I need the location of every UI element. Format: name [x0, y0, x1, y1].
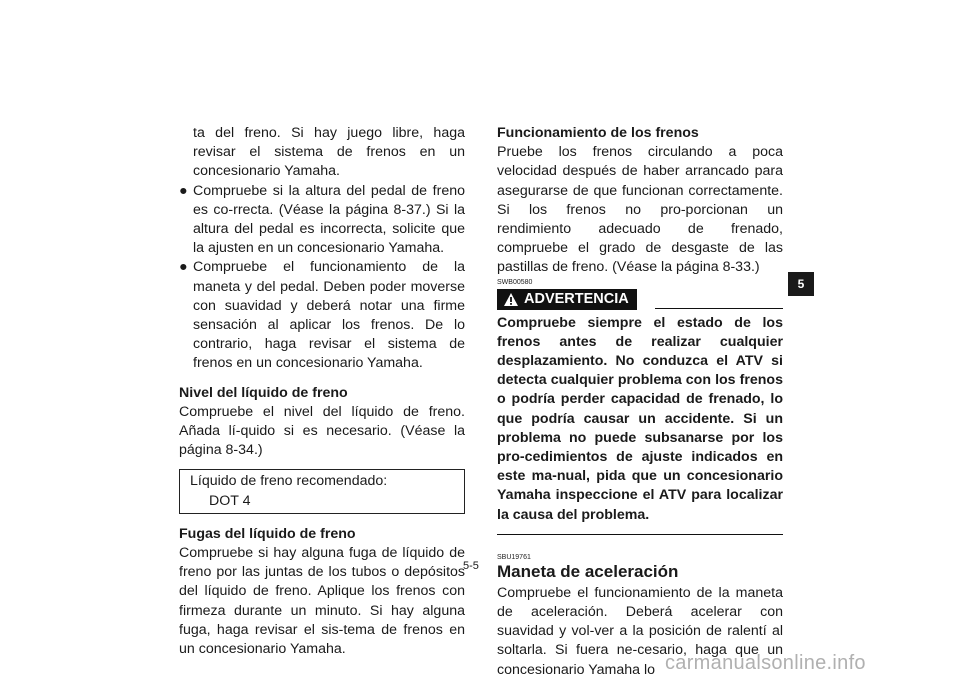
brake-operation-text: Pruebe los frenos circulando a poca velocidad después de haber arrancado para asegurarse de que funcionan correctamente. Si los frenos no pro-porcionan un rendimiento adecuado de frenado, compruebe el grado de desgaste de las pastillas de freno. (Véase la página 8-33.)	[497, 144, 783, 276]
warning-triangle-icon	[503, 292, 519, 307]
brake-fluid-leaks-heading: Fugas del líquido de freno	[179, 525, 356, 542]
throttle-code: SBU19761	[497, 553, 531, 561]
right-column	[497, 124, 783, 680]
throttle-text: Compruebe el funcionamiento de la maneta de aceleración. Deberá acelerar con suavidad y vol-ver a la posición de ralentí al soltarla. Si fuera ne-cesario, haga que un concesionario Yamaha lo	[497, 584, 783, 678]
bullet-icon: ●	[179, 259, 188, 276]
brake-fluid-level-text: Compruebe el nivel del líquido de freno. Añada lí-quido si es necesario. (Véase la página 8-34.)	[179, 403, 465, 459]
warning-divider	[497, 534, 783, 535]
brake-fluid-level-heading: Nivel del líquido de freno	[179, 384, 348, 401]
brake-fluid-leaks-text: Compruebe si hay alguna fuga de líquido de freno por las juntas de los tubos o depósitos del líquido de freno. Aplique los frenos con firmeza durante un minuto. Si hay alguna fuga, haga revisar el sis-tema de frenos en un concesionario Yamaha.	[179, 545, 465, 658]
bullet-text: Compruebe si la altura del pedal de freno es co-rrecta. (Véase la página 8-37.) Si la altura del pedal es incorrecta, solicite que la ajusten en un concesionario Yamaha.	[193, 182, 465, 257]
recommended-fluid-box	[179, 469, 465, 513]
brake-operation-heading: Funcionamiento de los frenos	[497, 125, 699, 141]
left-column	[179, 124, 465, 659]
warning-text: Compruebe siempre el estado de los frenos antes de realizar cualquier desplazamiento. No conduzca el ATV si detecta cualquier problema con los frenos o podría perder capacidad de frenado, lo que podría causar un accidente. Si un problema no puede subsanarse por los pro-cedimientos de ajuste indicados en este ma-nual, pida que un concesionario Yamaha inspeccione el ATV para localizar la causa del problema.	[497, 314, 783, 523]
intro-continuation: ta del freno. Si hay juego libre, haga revisar el sistema de frenos en un concesionario Yamaha.	[193, 125, 465, 180]
warning-header	[497, 289, 783, 310]
chapter-tab: 5	[788, 272, 814, 296]
page-number: 5-5	[463, 560, 479, 572]
warning-rule	[655, 308, 783, 309]
bullet-item	[179, 258, 465, 373]
throttle-title: Maneta de aceleración	[497, 561, 679, 581]
bullet-text: Compruebe el funcionamiento de la maneta y del pedal. Deben poder moverse con suavidad y deberá notar una firme sensación al aplicar los frenos. De lo contrario, haga revisar el sistema de frenos en un concesionario Yamaha.	[193, 259, 465, 372]
warning-badge-label: ADVERTENCIA	[524, 290, 629, 307]
watermark: carmanualsonline.info	[665, 652, 866, 674]
bullet-item	[179, 182, 465, 259]
recommended-fluid-value: DOT 4	[209, 492, 251, 509]
warning-badge	[497, 289, 637, 310]
warning-code: SWB00580	[497, 278, 533, 286]
recommended-fluid-label: Líquido de freno recomendado:	[190, 473, 388, 490]
bullet-icon: ●	[179, 182, 188, 199]
